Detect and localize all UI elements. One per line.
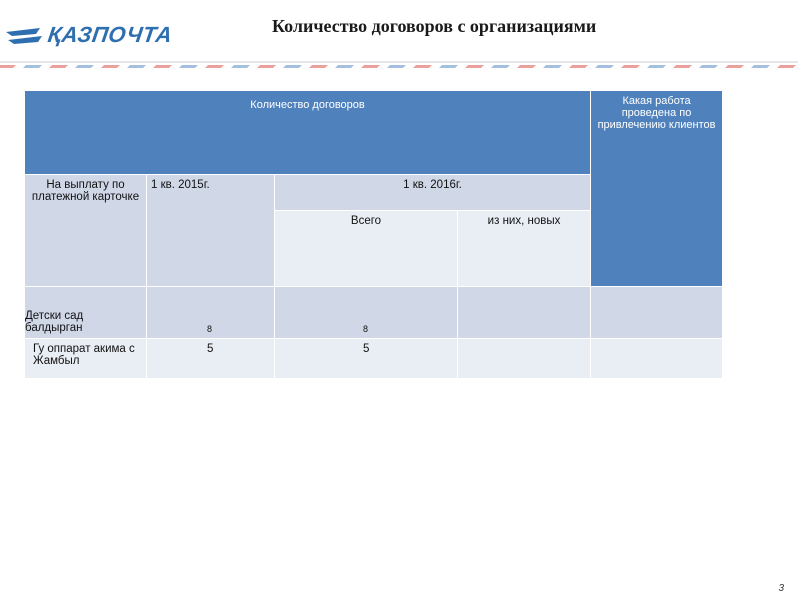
- stripe-dash: [569, 65, 588, 68]
- stripe-dash: [777, 65, 796, 68]
- q2015-cell: 5: [147, 339, 275, 379]
- q2015-cell: 8: [147, 287, 275, 339]
- stripe-dash: [0, 65, 16, 68]
- org-name-cell: Детски сад балдырган: [25, 287, 147, 339]
- stripe-dash: [491, 65, 510, 68]
- table-row: [25, 287, 723, 339]
- stripe-dash: [595, 65, 614, 68]
- kazpost-logo: [4, 22, 184, 54]
- slide-number: 3: [778, 583, 784, 594]
- stripe-dash: [257, 65, 276, 68]
- stripe-dash: [387, 65, 406, 68]
- q1-2016-header: 1 кв. 2016г.: [275, 175, 591, 211]
- stripe-dash: [75, 65, 94, 68]
- contracts-table: [24, 90, 723, 379]
- stripe-dash: [179, 65, 198, 68]
- stripe-dash: [725, 65, 744, 68]
- stripe-dash: [231, 65, 250, 68]
- table-header-row: [25, 91, 723, 175]
- stripe-dash: [127, 65, 146, 68]
- stripe-dash: [699, 65, 718, 68]
- q1-2015-header: 1 кв. 2015г.: [147, 175, 275, 287]
- stripe-dash: [439, 65, 458, 68]
- work-cell: [591, 339, 723, 379]
- stripe-dash: [23, 65, 42, 68]
- stripe-dash: [517, 65, 536, 68]
- stripe-dash: [465, 65, 484, 68]
- stripe-dash: [205, 65, 224, 68]
- stripe-dash: [101, 65, 120, 68]
- work-done-header: Какая работа проведена по привлечению клиентов: [591, 91, 723, 287]
- airmail-stripe: [0, 60, 798, 74]
- work-cell: [591, 287, 723, 339]
- stripe-dash: [153, 65, 172, 68]
- logo-mark-icon: [4, 22, 48, 54]
- logo-text: ҚАЗПОЧТА: [46, 22, 175, 47]
- header: [0, 0, 798, 72]
- stripe-dash: [647, 65, 666, 68]
- stripe-dash: [361, 65, 380, 68]
- total-header: Всего: [275, 211, 458, 287]
- stripe-dash: [673, 65, 692, 68]
- stripe-dash: [413, 65, 432, 68]
- payment-card-header: На выплату по платежной карточке: [25, 175, 147, 287]
- new-header: из них, новых: [458, 211, 591, 287]
- contracts-count-header: Количество договоров: [25, 91, 591, 175]
- stripe-dash: [283, 65, 302, 68]
- stripe-dash: [751, 65, 770, 68]
- table-row: [25, 339, 723, 379]
- total-cell: 5: [275, 339, 458, 379]
- stripe-dash: [309, 65, 328, 68]
- stripe-dash: [543, 65, 562, 68]
- new-cell: [458, 339, 591, 379]
- new-cell: [458, 287, 591, 339]
- org-name-cell: Гу оппарат акима с Жамбыл: [25, 339, 147, 379]
- stripe-dash: [621, 65, 640, 68]
- stripe-dash: [49, 65, 68, 68]
- page-title: Количество договоров с организациями: [272, 16, 597, 36]
- total-cell: 8: [275, 287, 458, 339]
- stripe-dash: [335, 65, 354, 68]
